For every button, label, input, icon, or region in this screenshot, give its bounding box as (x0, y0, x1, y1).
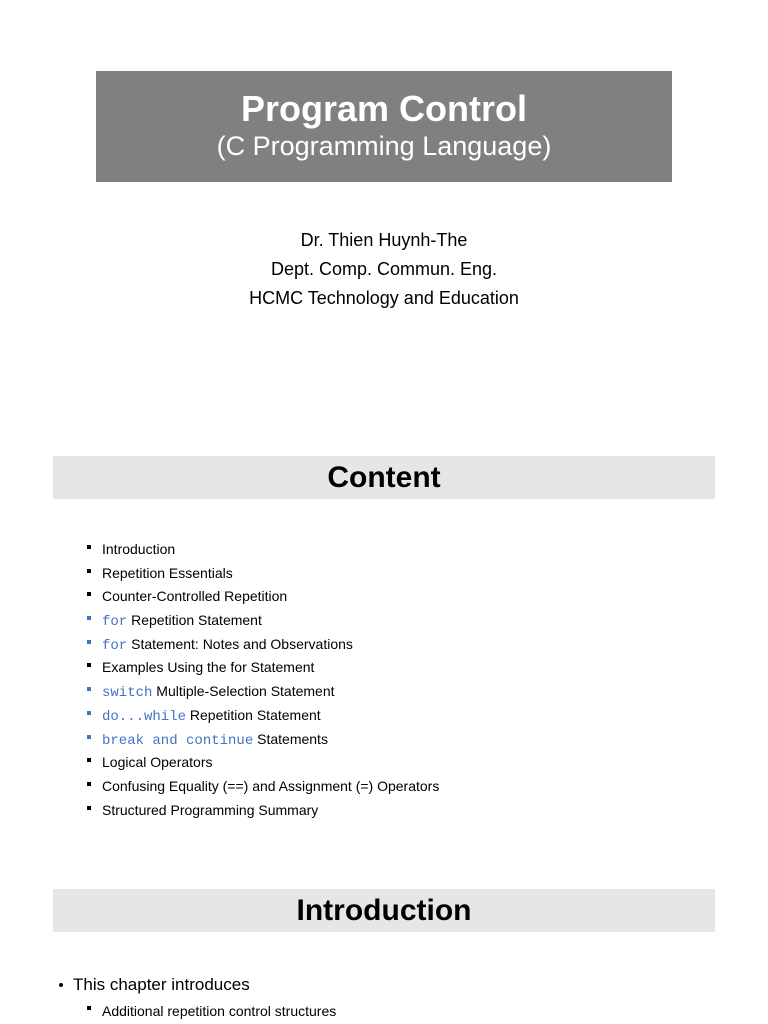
list-item (87, 633, 439, 657)
square-bullet-icon (87, 1006, 91, 1010)
list-item-text: Logical Operators (102, 754, 213, 771)
list-item (87, 585, 439, 609)
square-bullet-icon (87, 687, 91, 691)
introduction-list (59, 973, 250, 997)
list-item-text: Multiple-Selection Statement (152, 683, 335, 700)
introduction-sublist (87, 999, 336, 1023)
square-bullet-icon (87, 592, 91, 596)
square-bullet-icon (87, 782, 91, 786)
round-bullet-icon (59, 983, 63, 987)
author-name: Dr. Thien Huynh-The (300, 230, 468, 250)
square-bullet-icon (87, 711, 91, 715)
code-keyword: break and continue (102, 732, 254, 749)
square-bullet-icon (87, 545, 91, 549)
list-item-text: Confusing Equality (==) and Assignment (=) Operators (102, 777, 440, 794)
code-keyword: do...while (102, 708, 187, 725)
list-item (87, 751, 439, 775)
square-bullet-icon (87, 735, 91, 739)
square-bullet-icon (87, 663, 91, 667)
list-item-text: Examples Using the for Statement (102, 659, 315, 676)
content-heading: Content (53, 456, 715, 499)
list-item (87, 704, 439, 728)
list-item-text: Repetition Essentials (102, 564, 233, 581)
content-list (87, 538, 439, 822)
list-item (87, 562, 439, 586)
author-institution: HCMC Technology and Education (249, 288, 519, 308)
slide-subtitle: (C Programming Language) (216, 131, 552, 161)
square-bullet-icon (87, 616, 91, 620)
code-keyword: switch (102, 685, 153, 702)
square-bullet-icon (87, 758, 91, 762)
list-item (59, 973, 250, 997)
author-info (0, 226, 768, 313)
list-item (87, 799, 439, 823)
list-item-text: Statement: Notes and Observations (127, 635, 353, 652)
list-item-text: This chapter introduces (73, 975, 250, 994)
list-item-text: Counter-Controlled Repetition (102, 588, 288, 605)
list-item-text: Structured Programming Summary (102, 801, 319, 818)
list-item-text: Additional repetition control structures (102, 1003, 337, 1019)
square-bullet-icon (87, 640, 91, 644)
square-bullet-icon (87, 569, 91, 573)
code-keyword: for (102, 614, 128, 631)
list-item (87, 775, 439, 799)
code-keyword: for (102, 637, 128, 654)
list-item-text: Introduction (102, 541, 176, 557)
list-item (87, 656, 439, 680)
author-department: Dept. Comp. Commun. Eng. (270, 259, 498, 279)
square-bullet-icon (87, 806, 91, 810)
list-item-text: Repetition Statement (186, 706, 321, 723)
list-item (87, 999, 336, 1023)
list-item (87, 538, 439, 562)
title-banner (96, 71, 672, 182)
list-item-text: Statements (253, 730, 328, 747)
list-item-text: Repetition Statement (127, 612, 262, 629)
slide-title: Program Control (240, 88, 527, 129)
list-item (87, 680, 439, 704)
introduction-heading: Introduction (53, 889, 715, 932)
list-item (87, 609, 439, 633)
list-item (87, 728, 439, 752)
